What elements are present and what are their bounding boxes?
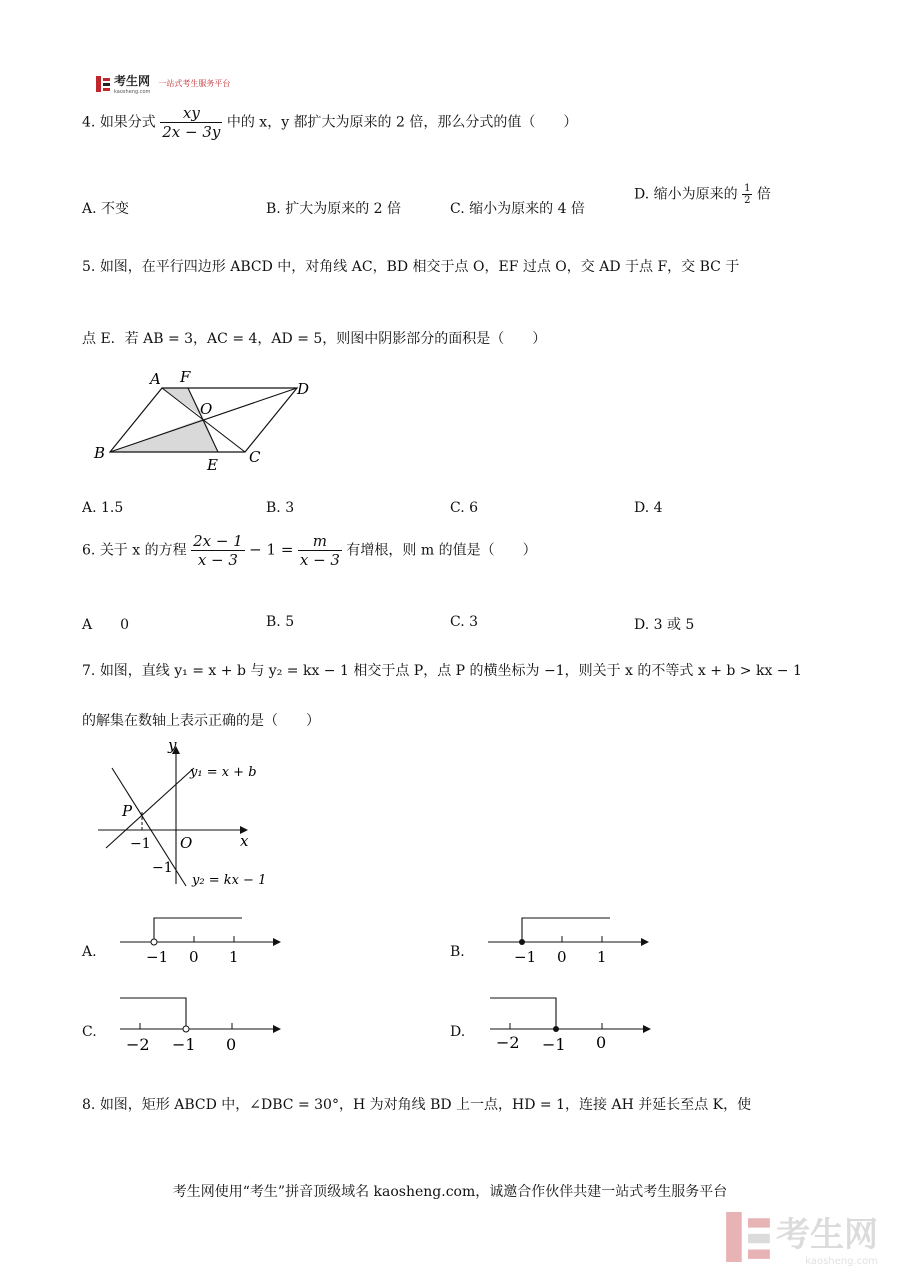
question-8-line1: [82, 1094, 822, 1114]
question-5-line2: 点 E．若 AB = 3，AC = 4，AD = 5，则图中阴影部分的面积是（ ）: [82, 331, 547, 347]
q5-option-a: A. 1.5: [82, 500, 124, 516]
brand-slogan: 一站式考生服务平台: [158, 79, 231, 88]
q7-b-label-0: 0: [557, 948, 567, 966]
q5-number: 5.: [82, 259, 96, 275]
q7-b-label-1: 1: [597, 948, 607, 966]
q6-f1-num: 2x − 1: [193, 532, 243, 550]
q7-label-neg1-y: −1: [152, 860, 173, 876]
q4-number: 4.: [82, 114, 96, 131]
q4-option-d: [634, 183, 771, 206]
q5-label-e: E: [207, 456, 218, 474]
q7-option-c-numberline: [116, 992, 286, 1056]
q5-text-1: 如图，在平行四边形 ABCD 中，对角线 AC，BD 相交于点 O，EF 过点 O，交 AD 于点 F，交 BC 于: [99, 259, 740, 275]
q7-b-arrow-icon: [641, 938, 649, 946]
q7-c-open-dot: [183, 1026, 189, 1032]
brand-name: 考生网: [114, 74, 151, 88]
q7-b-closed-dot: [519, 939, 525, 945]
q4-pre: 如果分式: [99, 114, 156, 131]
q4-post: 中的 x，y 都扩大为原来的 2 倍，那么分式的值（ ）: [226, 114, 578, 131]
q6-number: 6.: [82, 542, 96, 559]
watermark: [726, 1207, 878, 1267]
q5-option-c: C. 6: [450, 500, 479, 516]
brand-logo-icon: [96, 76, 110, 92]
q6-option-a: A 0: [82, 617, 130, 633]
q7-a-label-0: 0: [189, 948, 199, 966]
q7-graph: [94, 738, 284, 890]
q6-mid: − 1 =: [249, 540, 294, 559]
q7-label-y: y: [168, 738, 177, 754]
page-footer: 考生网使用“考生”拼音顶级域名 kaosheng.com，诚邀合作伙伴共建一站式考生服务平台: [172, 1184, 728, 1200]
q6-fraction-left: [191, 532, 245, 569]
question-5-line1: [82, 256, 822, 276]
q4-fraction: [160, 104, 222, 141]
q7-a-open-dot: [151, 939, 157, 945]
q8-text-1: 如图，矩形 ABCD 中，∠DBC = 30°，H 为对角线 BD 上一点，HD = 1，连接 AH 并延长至点 K，使: [99, 1097, 752, 1113]
q5-option-b: B. 3: [266, 500, 295, 516]
q6-fraction-right: [298, 532, 342, 569]
q6-f1-den: x − 3: [197, 551, 238, 569]
q5-option-d: D. 4: [634, 500, 663, 516]
watermark-text: 考生网: [776, 1215, 878, 1255]
q4-d-frac-den: 2: [744, 195, 751, 206]
q7-c-label-neg2: −2: [126, 1035, 150, 1054]
q6-option-b: B. 5: [266, 614, 295, 630]
q5-label-c: C: [249, 448, 261, 466]
q7-option-d-numberline: [486, 992, 656, 1056]
q6-f2-num: m: [298, 532, 342, 551]
q7-a-ray: [154, 918, 242, 942]
q4-option-d-label: D. 缩小为原来的: [634, 186, 738, 203]
q8-number: 8.: [82, 1097, 96, 1113]
q7-option-a-letter: A.: [82, 944, 97, 960]
q7-d-closed-dot: [553, 1026, 559, 1032]
q7-option-b-letter: B.: [450, 944, 465, 960]
q7-option-c-letter: C.: [82, 1024, 97, 1040]
q7-label-neg1-x: −1: [130, 836, 151, 852]
q7-option-a-numberline: [116, 912, 286, 972]
q7-d-ray: [490, 998, 556, 1029]
question-7-line2: 的解集在数轴上表示正确的是（ ）: [82, 713, 320, 729]
q7-number: 7.: [82, 663, 96, 679]
q5-label-o: O: [200, 400, 213, 418]
q7-b-ray: [522, 918, 610, 942]
q7-a-label-1: 1: [229, 948, 239, 966]
q7-a-label-neg1: −1: [146, 948, 169, 966]
q7-d-label-0: 0: [596, 1033, 607, 1052]
q4-d-suffix: 倍: [756, 186, 771, 203]
q7-label-x: x: [240, 832, 249, 850]
q7-d-label-neg2: −2: [496, 1033, 520, 1052]
q5-label-a: A: [150, 370, 161, 388]
q4-frac-den: 2x − 3y: [162, 123, 221, 141]
q4-option-b: B. 扩大为原来的 2 倍: [266, 201, 401, 217]
watermark-logo-icon: [726, 1212, 770, 1262]
q6-option-c: C. 3: [450, 614, 479, 630]
q7-c-label-0: 0: [226, 1035, 237, 1054]
q5-label-f: F: [180, 368, 191, 386]
q6-post: 有增根，则 m 的值是（ ）: [346, 542, 537, 559]
q4-d-frac-num: 1: [744, 183, 751, 194]
q7-option-d-letter: D.: [450, 1024, 466, 1040]
q5-parallelogram-figure: [92, 366, 312, 478]
q7-label-line2: y₂ = kx − 1: [192, 873, 267, 888]
question-7-line1: [82, 660, 822, 680]
header-logo: [96, 72, 230, 95]
q6-f2-den: x − 3: [299, 551, 340, 569]
watermark-url: kaosheng.com: [805, 1256, 878, 1267]
q4-d-fraction: [742, 183, 752, 206]
q6-pre: 关于 x 的方程: [99, 542, 187, 559]
q5-label-b: B: [94, 444, 106, 462]
q7-d-label-neg1: −1: [542, 1035, 566, 1054]
q6-option-d: D. 3 或 5: [634, 617, 695, 633]
q4-option-c: C. 缩小为原来的 4 倍: [450, 201, 585, 217]
q7-b-label-neg1: −1: [514, 948, 537, 966]
q7-d-arrow-icon: [643, 1025, 651, 1033]
q7-c-ray: [120, 998, 186, 1029]
brand-url: kaosheng.com: [114, 89, 151, 95]
q5-label-d: D: [297, 380, 310, 398]
question-4: [82, 104, 577, 141]
q7-label-line1: y₁ = x + b: [190, 765, 257, 780]
q4-frac-num: xy: [160, 104, 222, 123]
q7-label-o: O: [180, 834, 193, 852]
q7-text-1: 如图，直线 y₁ = x + b 与 y₂ = kx − 1 相交于点 P，点 P 的横坐标为 −1，则关于 x 的不等式 x + b > kx − 1: [99, 663, 802, 679]
question-6: [82, 532, 537, 569]
q7-option-b-numberline: [484, 912, 654, 972]
q7-label-p: P: [122, 802, 133, 820]
q4-option-a: A. 不变: [82, 201, 130, 217]
q7-c-label-neg1: −1: [172, 1035, 196, 1054]
q7-c-arrow-icon: [273, 1025, 281, 1033]
q7-a-arrow-icon: [273, 938, 281, 946]
